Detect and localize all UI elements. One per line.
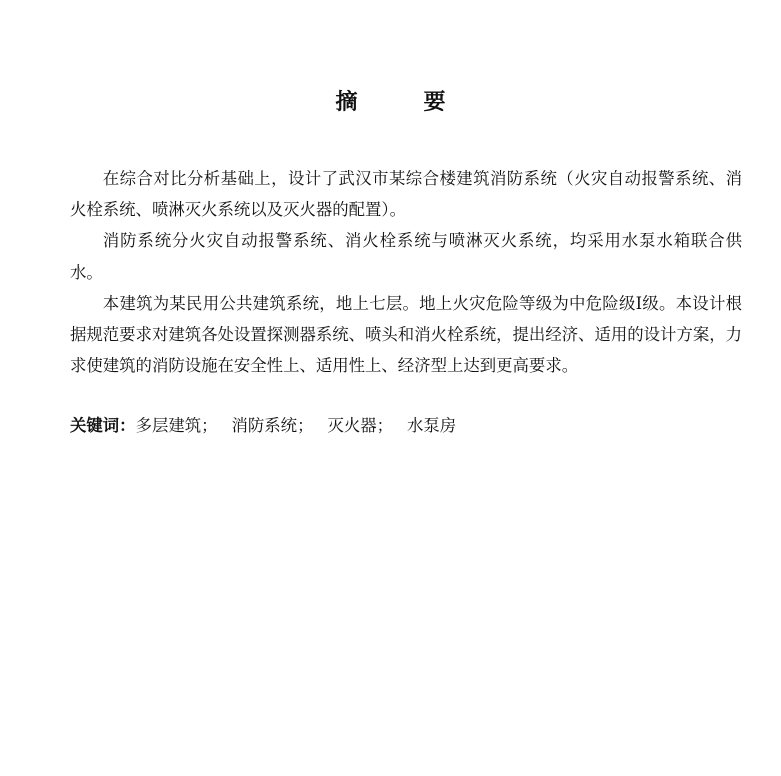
abstract-paragraph-3: 本建筑为某民用公共建筑系统，地上七层。地上火灾危险等级为中危险级Ⅰ级。本设计根据规范要求对建筑各处设置探测器系统、喷头和消火栓系统，提出经济、适用的设计方案，力求使建筑的消防设施在安全性上、适用性上、经济型上达到更高要求。 (70, 293, 743, 376)
keyword-item: 水泵房 (407, 416, 457, 435)
keywords-line (70, 410, 742, 441)
abstract-body (70, 163, 742, 381)
keyword-item: 消防系统； (231, 416, 314, 435)
abstract-paragraph-2: 消防系统分火灾自动报警系统、消火栓系统与喷淋灭火系统，均采用水泵水箱联合供水。 (70, 231, 742, 282)
keyword-item: 灭火器； (327, 416, 394, 435)
keywords-label: 关键词： (70, 416, 136, 435)
keyword-item: 多层建筑； (135, 416, 218, 435)
abstract-title: 摘 要 (335, 90, 468, 115)
abstract-paragraph-1: 在综合对比分析基础上，设计了武汉市某综合楼建筑消防系统（火灾自动报警系统、消火栓系统、喷淋灭火系统以及灭火器的配置）。 (70, 169, 742, 220)
